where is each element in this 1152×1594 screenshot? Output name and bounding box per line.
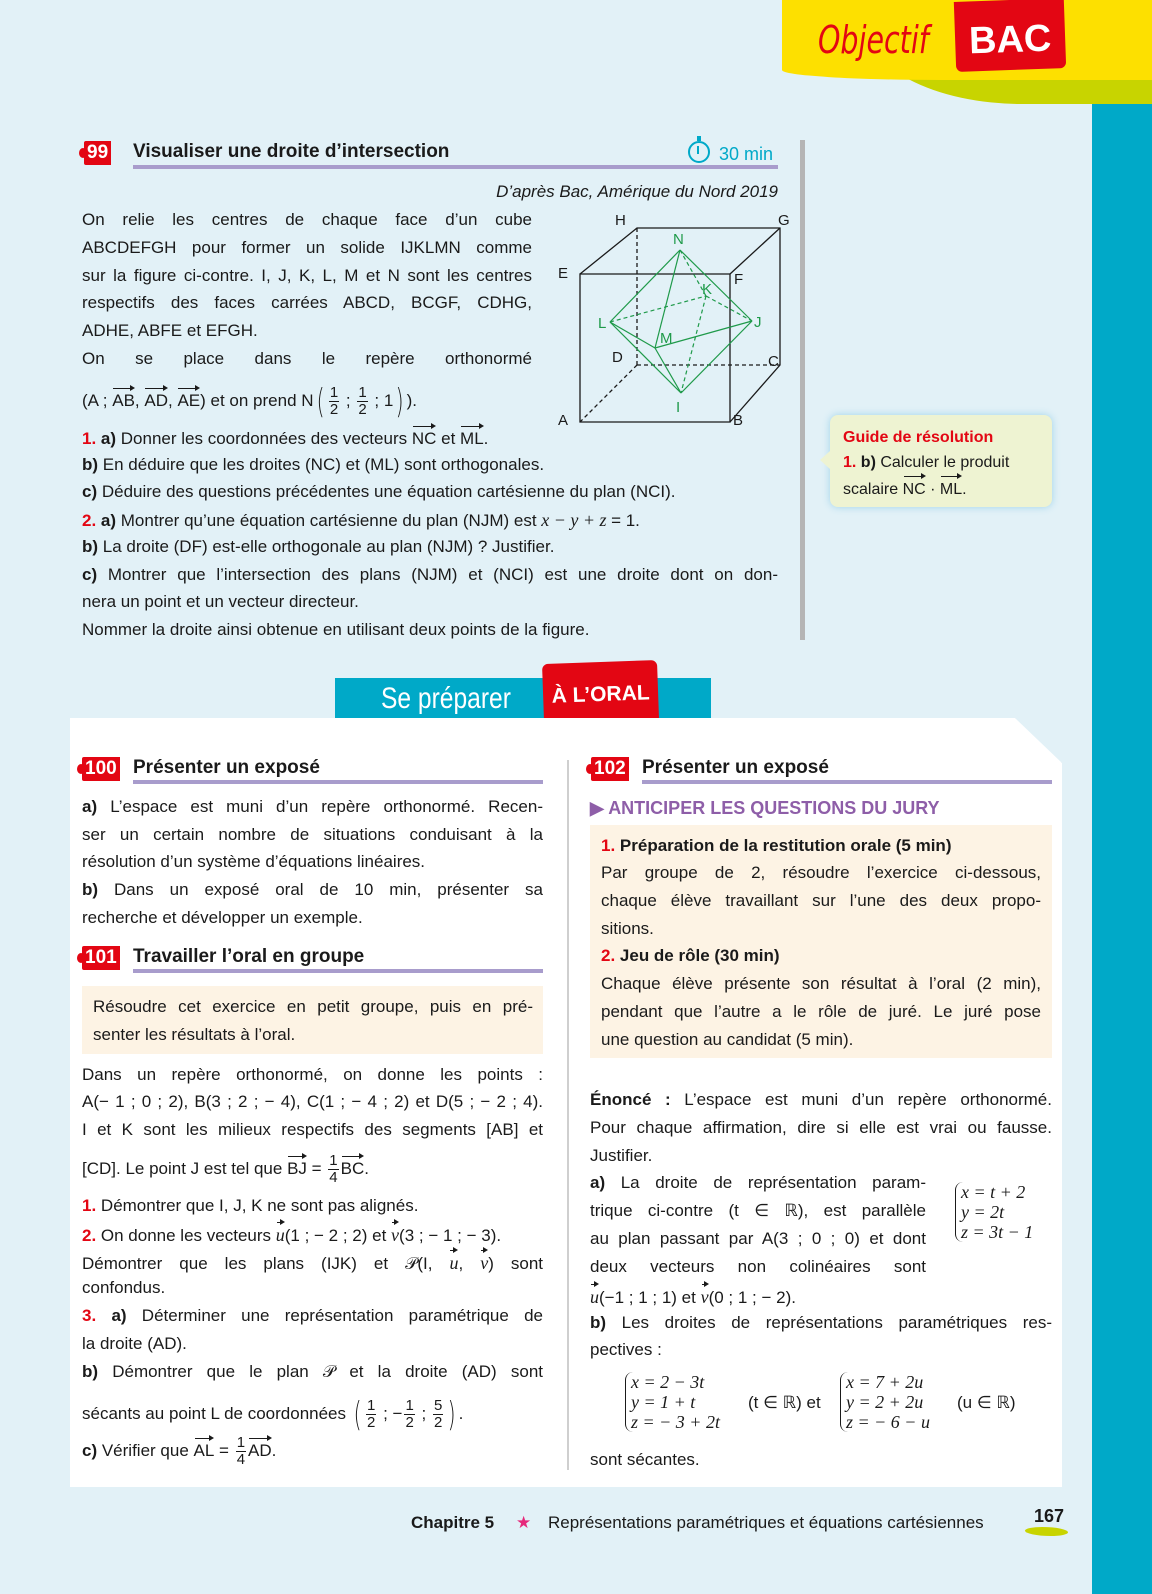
text-line: u(−1 ; 1 ; 1) et v(0 ; 1 ; − 2). (590, 1283, 796, 1307)
text-line: On se place dans le repère orthonormé (82, 349, 532, 368)
system-a: x = t + 2 y = 2t z = 3t − 1 (955, 1182, 1033, 1242)
repere-line: (A ; AB, AD, AE) et on prend N( $\frac{1}{2}$ ; $\frac{1}{2}$ ; 1) ). (82, 381, 417, 422)
exercise-title: Travailler l’oral en groupe (133, 946, 365, 967)
label-e: E (558, 265, 569, 282)
text-line: [CD]. Le point J est tel que BJ = $\frac{1}{4}$ BC. (82, 1152, 369, 1186)
text-line: au plan passant par A(3 ; 0 ; 0) et dont (590, 1229, 926, 1248)
text-line: trique ci-contre (t ∈ ℝ), est parallèle (590, 1201, 926, 1220)
text-line: confondus. (82, 1278, 166, 1297)
text-line: sont sécantes. (590, 1450, 700, 1469)
section-heading: ▶ ANTICIPER LES QUESTIONS DU JURY (590, 798, 940, 818)
text-line: Dans un repère orthonormé, on donne les points : (82, 1065, 543, 1084)
text-line: résolution d’un système d’équations linéaires. (82, 852, 426, 871)
text-line: Par groupe de 2, résoudre l’exercice ci-dessous, (601, 863, 1041, 882)
column-divider (567, 760, 569, 1470)
text-line: I et K sont les milieux respectifs des segments [AB] et (82, 1120, 543, 1139)
oral-banner-tab: À L’ORAL (542, 660, 659, 722)
text-line: Justifier. (590, 1146, 653, 1165)
question-1a: 1. a) Donner les coordonnées des vecteurs NC et ML. (82, 425, 488, 449)
label-i: I (676, 399, 681, 416)
enonce-line: Énoncé : L’espace est muni d’un repère orthonormé. (590, 1090, 1052, 1109)
guide-title: Guide de résolution (843, 429, 994, 446)
question-2: 2. On donne les vecteurs u(1 ; − 2 ; 2) et v(3 ; − 1 ; − 3). (82, 1221, 501, 1245)
step-2-title: 2. Jeu de rôle (30 min) (601, 946, 780, 965)
parameter-t: (t ∈ ℝ) et (748, 1393, 821, 1412)
question-3b: b) Démontrer que le plan 𝒫 et la droite (AD) sont (82, 1362, 543, 1381)
question-1: 1. Démontrer que I, J, K ne sont pas alignés. (82, 1196, 419, 1215)
parameter-u: (u ∈ ℝ) (957, 1393, 1016, 1412)
text-line: respectifs des faces carrées ABCD, BCGF, CDHG, (82, 293, 532, 312)
question-1c: c) Déduire des questions précédentes une équation cartésienne du plan (NCI). (82, 482, 676, 501)
page-number-highlight (1025, 1527, 1068, 1536)
title-underline (133, 165, 778, 169)
step-1-title: 1. Préparation de la restitution orale (5 min) (601, 836, 952, 855)
text-line: a) La droite de représentation param- (590, 1173, 926, 1192)
duration: 30 min (719, 144, 774, 164)
text-line: deux vecteurs non colinéaires sont (590, 1257, 926, 1276)
system-b2: x = 7 + 2u y = 2 + 2u z = − 6 − u (840, 1372, 930, 1432)
exercise-title: Présenter un exposé (133, 757, 320, 778)
text-line: On relie les centres de chaque face d’un cube (82, 210, 532, 229)
exercise-title: Présenter un exposé (642, 757, 829, 778)
objectif-bac-banner (782, 0, 1152, 110)
question-3c: c) Vérifier que AL = $\frac{1}{4}$ AD. (82, 1434, 277, 1468)
text-line: recherche et développer un exemple. (82, 908, 363, 927)
text-line: ser un certain nombre de situations conduisant à la (82, 825, 543, 844)
objectif-label: Objectif (818, 18, 929, 62)
text-line: Nommer la droite ainsi obtenue en utilisant deux points de la figure. (82, 620, 590, 639)
exercise-number: 99 (84, 141, 111, 165)
exercise-number: 100 (82, 757, 120, 781)
star-icon: ★ (516, 1513, 532, 1532)
cube-figure (550, 200, 800, 440)
source: D’après Bac, Amérique du Nord 2019 (496, 182, 778, 201)
label-m: M (660, 330, 673, 347)
text-line: pectives : (590, 1340, 662, 1359)
label-k: K (702, 281, 713, 298)
title-underline (133, 780, 543, 784)
question-3a: 3. a) Déterminer une représentation paramétrique de (82, 1306, 543, 1325)
text-line: sur la figure ci-contre. I, J, K, L, M et N sont les centres (82, 266, 532, 285)
question-2c: c) Montrer que l’intersection des plans (NJM) et (NCI) est une droite dont on don- (82, 565, 778, 584)
text-line: sécants au point L de coordonnées ( $\frac{1}{2}$ ; − $\frac{1}{2}$ ; $\frac{5}{2}$ ) . (82, 1394, 464, 1435)
text-line: b) Dans un exposé oral de 10 min, présenter sa (82, 880, 543, 899)
label-b: B (733, 412, 744, 429)
label-c: C (768, 353, 779, 370)
chapter-title: Représentations paramétriques et équations cartésiennes (548, 1513, 984, 1532)
text-line: Pour chaque affirmation, dire si elle est vrai ou fausse. (590, 1118, 1052, 1137)
text-line: Chaque élève présente son résultat à l’oral (2 min), (601, 974, 1041, 993)
chapter-label: Chapitre 5 (411, 1513, 495, 1532)
exercise-number: 101 (82, 946, 120, 970)
triangle-right-icon: ▶ (590, 798, 609, 818)
text-line: ADHE, ABFE et EFGH. (82, 321, 258, 340)
system-b1: x = 2 − 3t y = 1 + t z = − 3 + 2t (625, 1372, 720, 1432)
text-line: une question au candidat (5 min). (601, 1030, 854, 1049)
timer-icon (688, 141, 710, 163)
text-line: sitions. (601, 919, 654, 938)
question-1b: b) En déduire que les droites (NC) et (ML) sont orthogonales. (82, 455, 545, 474)
question-2a: 2. a) Montrer qu’une équation cartésienne du plan (NJM) est x − y + z = 1. (82, 510, 640, 530)
text-line: pendant que l’autre a le rôle de juré. Le juré pose (601, 1002, 1041, 1021)
side-band (1092, 60, 1152, 1594)
label-g: G (778, 212, 790, 229)
guide-box: Guide de résolution 1. b) Calculer le produit scalaire NC · ML. (830, 415, 1052, 507)
label-d: D (612, 349, 623, 366)
text-line: Démontrer que les plans (IJK) et 𝒫(I, u, v) sont (82, 1249, 543, 1273)
text-line: chaque élève travaillant sur l’une des deux propo- (601, 891, 1041, 910)
exercise-number: 102 (591, 757, 629, 781)
column-rule (800, 140, 805, 640)
text-line: nera un point et un vecteur directeur. (82, 592, 359, 611)
bac-label: BAC (954, 0, 1066, 72)
label-h: H (615, 212, 626, 229)
text-line: la droite (AD). (82, 1334, 187, 1353)
text-line: A(− 1 ; 0 ; 2), B(3 ; 2 ; − 4), C(1 ; − 4 ; 2) et D(5 ; − 2 ; 4). (82, 1092, 543, 1111)
label-j: J (754, 314, 762, 331)
label-l: L (598, 315, 607, 332)
text-line: b) Les droites de représentations paramétriques res- (590, 1313, 1052, 1332)
title-underline (133, 969, 543, 973)
text-line: a) L’espace est muni d’un repère orthonormé. Recen- (82, 797, 543, 816)
text-line: senter les résultats à l’oral. (93, 1025, 296, 1044)
text-line: Résoudre cet exercice en petit groupe, puis en pré- (93, 997, 533, 1016)
oral-banner-left: Se préparer (381, 682, 511, 715)
question-2b: b) La droite (DF) est-elle orthogonale au plan (NJM) ? Justifier. (82, 537, 555, 556)
text-line: ABCDEFGH pour former un solide IJKLMN comme (82, 238, 532, 257)
label-a: A (558, 412, 569, 429)
page-number: 167 (1034, 1506, 1065, 1526)
exercise-title: Visualiser une droite d’intersection (133, 141, 450, 162)
title-underline (642, 780, 1052, 784)
label-n: N (673, 231, 684, 248)
label-f: F (734, 271, 744, 288)
